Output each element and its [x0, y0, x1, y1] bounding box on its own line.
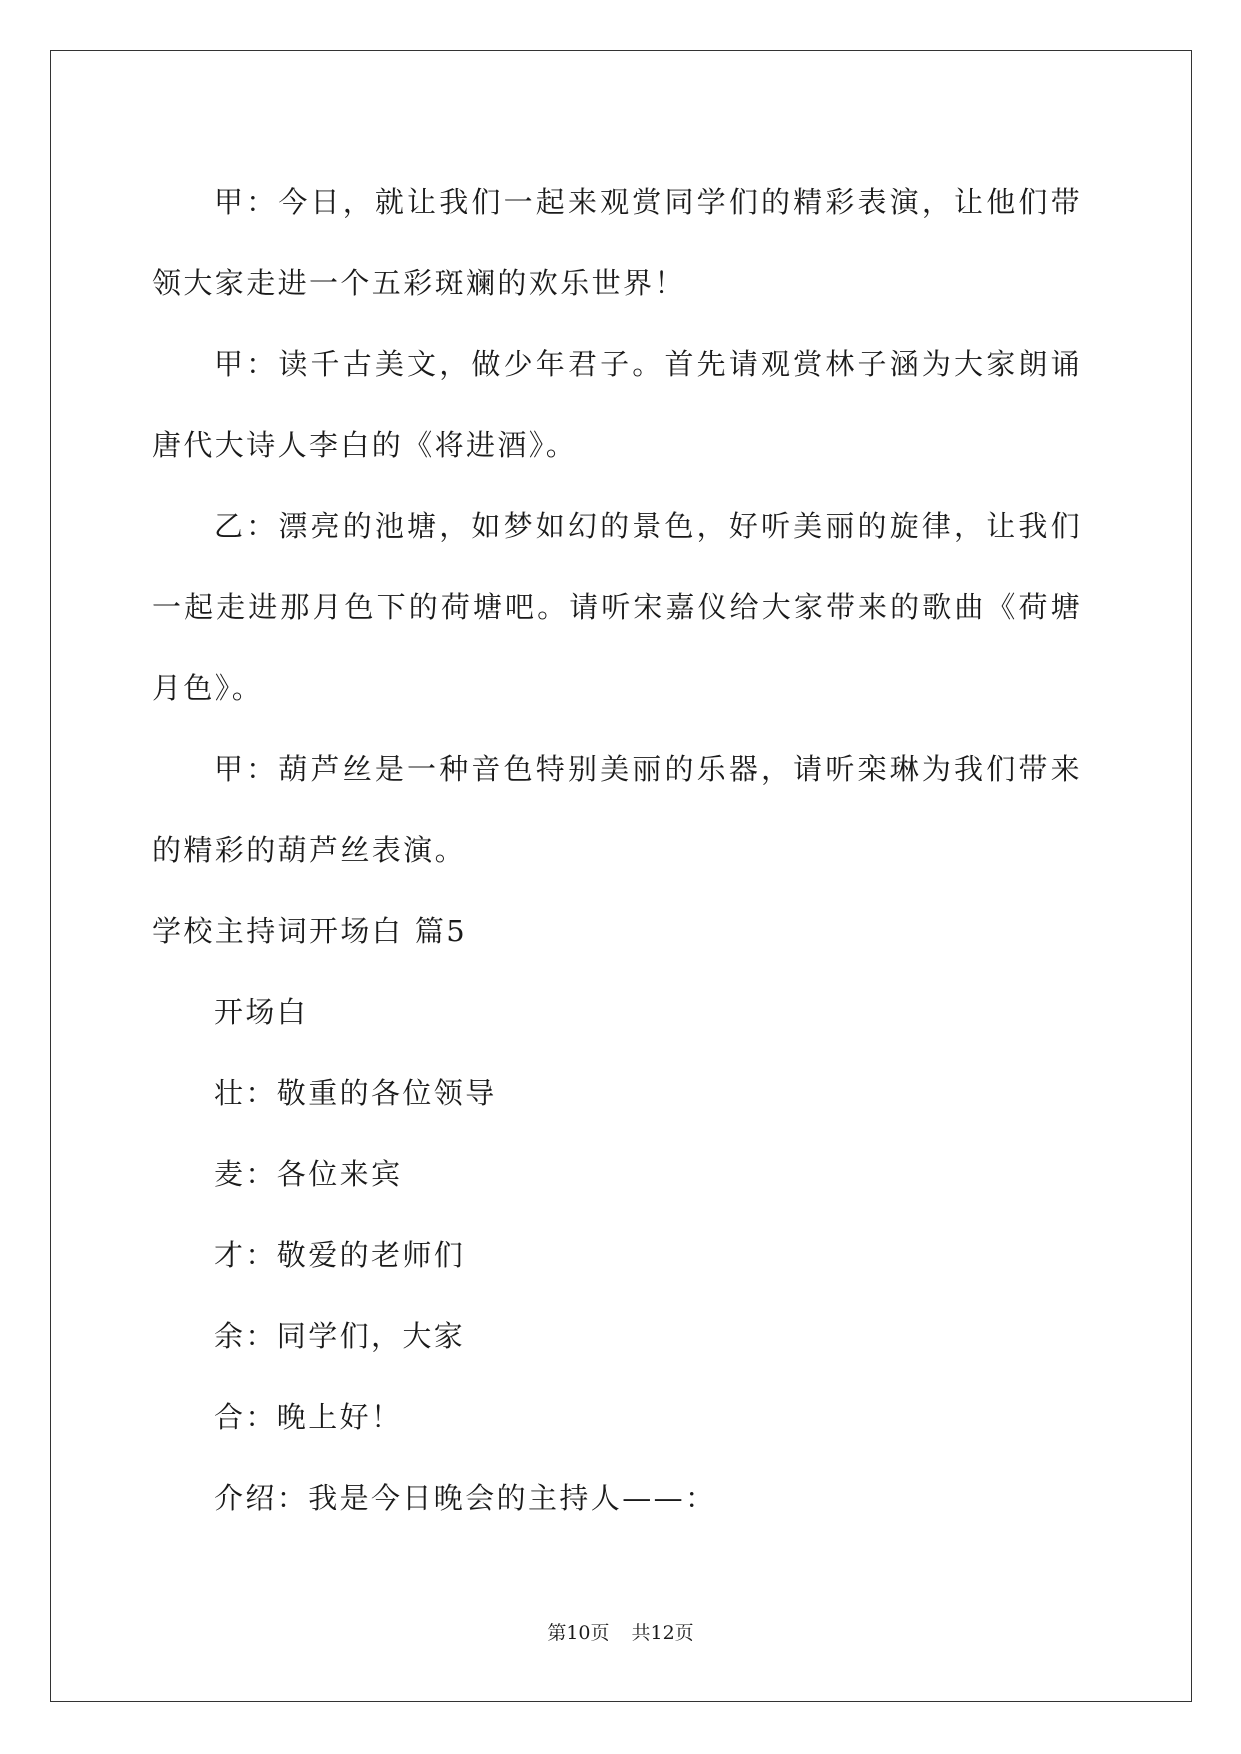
document-body	[152, 162, 1082, 1539]
page-footer	[0, 1618, 1241, 1645]
section-paragraph-5: 余：同学们，大家	[214, 1319, 466, 1353]
section-paragraph-6: 合：晚上好！	[214, 1400, 403, 1434]
paragraph-3: 乙：漂亮的池塘，如梦如幻的景色，好听美丽的旋律，让我们一起走进那月色下的荷塘吧。请听宋嘉仪给大家带来的歌曲《荷塘月色》。	[152, 509, 1082, 705]
page-number-total: 共12页	[631, 1622, 694, 1644]
section-paragraph-1: 开场白	[214, 995, 309, 1029]
page-number-current: 第10页	[547, 1622, 610, 1644]
section-paragraph-2: 壮：敬重的各位领导	[214, 1076, 497, 1110]
section-paragraph-4: 才：敬爱的老师们	[214, 1238, 466, 1272]
section-heading: 学校主持词开场白 篇5	[152, 914, 468, 948]
paragraph-1: 甲：今日，就让我们一起来观赏同学们的精彩表演，让他们带领大家走进一个五彩斑斓的欢乐世界！	[152, 185, 1082, 300]
paragraph-4: 甲：葫芦丝是一种音色特别美丽的乐器，请听栾琳为我们带来的精彩的葫芦丝表演。	[152, 752, 1082, 867]
section-paragraph-7: 介绍：我是今日晚会的主持人——：	[214, 1481, 717, 1515]
paragraph-2: 甲：读千古美文，做少年君子。首先请观赏林子涵为大家朗诵唐代大诗人李白的《将进酒》。	[152, 347, 1082, 462]
section-paragraph-3: 麦：各位来宾	[214, 1157, 403, 1191]
